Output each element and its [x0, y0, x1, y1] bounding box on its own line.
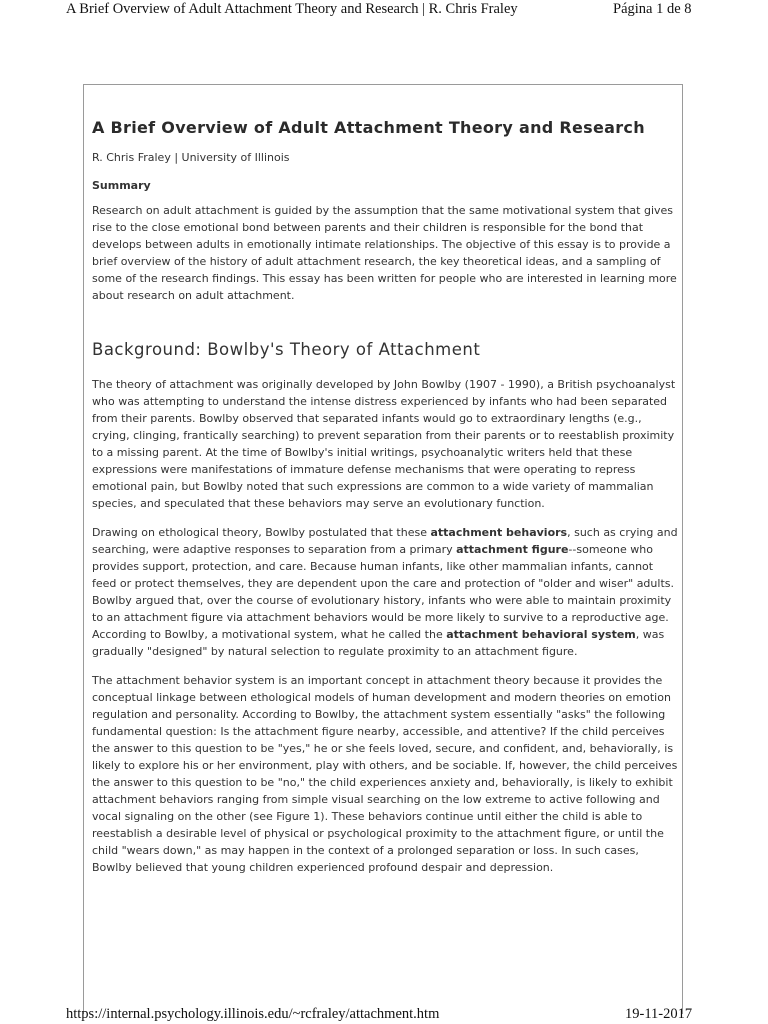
print-header-page-number: Página 1 de 8 [613, 1, 692, 17]
term-attachment-behaviors: attachment behaviors [430, 526, 568, 539]
article-title: A Brief Overview of Adult Attachment Theory and Research [92, 118, 645, 137]
para2-text-2: , such as crying and searching, were adaptive responses to separation from a primary [92, 526, 678, 556]
term-attachment-figure: attachment figure [456, 543, 569, 556]
para2-text-4: , was gradually "designed" by natural selection to regulate proximity to an attachment figure. [92, 628, 665, 658]
para2-text-1: Drawing on ethological theory, Bowlby postulated that these [92, 526, 431, 539]
body-paragraph-3: The attachment behavior system is an important concept in attachment theory because it provides the conceptual linkage between ethological models of human development and modern theories on emotion regulation and personality. According to Bowlby, the attachment system essentially "asks" the following fundamental question: Is the attachment figure nearby, accessible, and attentive? If the child perceives the answer to this question to be "yes," he or she feels loved, secure, and confident, and, behaviorally, is likely to explore his or her environment, play with others, and be sociable. If, however, the child perceives the answer to this question to be "no," the child experiences anxiety and, behaviorally, is likely to exhibit attachment behaviors ranging from simple visual searching on the low extreme to active following and vocal signaling on the other (see Figure 1). These behaviors continue until either the child is able to reestablish a desirable level of physical or psychological proximity to the attachment figure, or until the child "wears down," as may happen in the context of a prolonged separation or loss. In such cases, Bowlby believed that young children experienced profound despair and depression. [92, 674, 678, 874]
print-footer-date: 19-11-2017 [625, 1006, 693, 1022]
print-header-title: A Brief Overview of Adult Attachment Theory and Research | R. Chris Fraley [66, 1, 518, 17]
term-attachment-behavioral-system: attachment behavioral system [446, 628, 636, 641]
summary-heading: Summary [92, 179, 151, 192]
summary-paragraph: Research on adult attachment is guided by the assumption that the same motivational system that gives rise to the close emotional bond between parents and their children is responsible for the bond that develops between adults in emotionally intimate relationships. The objective of this essay is to provide a brief overview of the history of adult attachment research, the key theoretical ideas, and a sampling of some of the research findings. This essay has been written for people who are interested in learning more about research on adult attachment. [92, 204, 677, 302]
print-header [0, 0, 768, 22]
article-byline: R. Chris Fraley | University of Illinois [92, 151, 290, 164]
section-heading: Background: Bowlby's Theory of Attachment [92, 340, 481, 359]
body-paragraph-1: The theory of attachment was originally developed by John Bowlby (1907 - 1990), a British psychoanalyst who was attempting to understand the intense distress experienced by infants who had been separated from their parents. Bowlby observed that separated infants would go to extraordinary lengths (e.g., crying, clinging, frantically searching) to prevent separation from their parents or to reestablish proximity to a missing parent. At the time of Bowlby's initial writings, psychoanalytic writers held that these expressions were manifestations of immature defense mechanisms that were operating to repress emotional pain, but Bowlby noted that such expressions are common to a wide variety of mammalian species, and speculated that these behaviors may serve an evolutionary function. [92, 378, 676, 510]
para2-text-3: --someone who provides support, protection, and care. Because human infants, like other mammalian infants, cannot feed or protect themselves, they are dependent upon the care and protection of "older and wiser" adults. Bowlby argued that, over the course of evolutionary history, infants who were able to maintain proximity to an attachment figure via attachment behaviors would be more likely to survive to a reproductive age. According to Bowlby, a motivational system, what he called the [92, 543, 674, 641]
print-footer [0, 1005, 768, 1023]
article-content [92, 110, 678, 876]
body-paragraph-2 [92, 524, 678, 660]
print-footer-url[interactable]: https://internal.psychology.illinois.edu/~rcfraley/attachment.htm [66, 1006, 440, 1022]
